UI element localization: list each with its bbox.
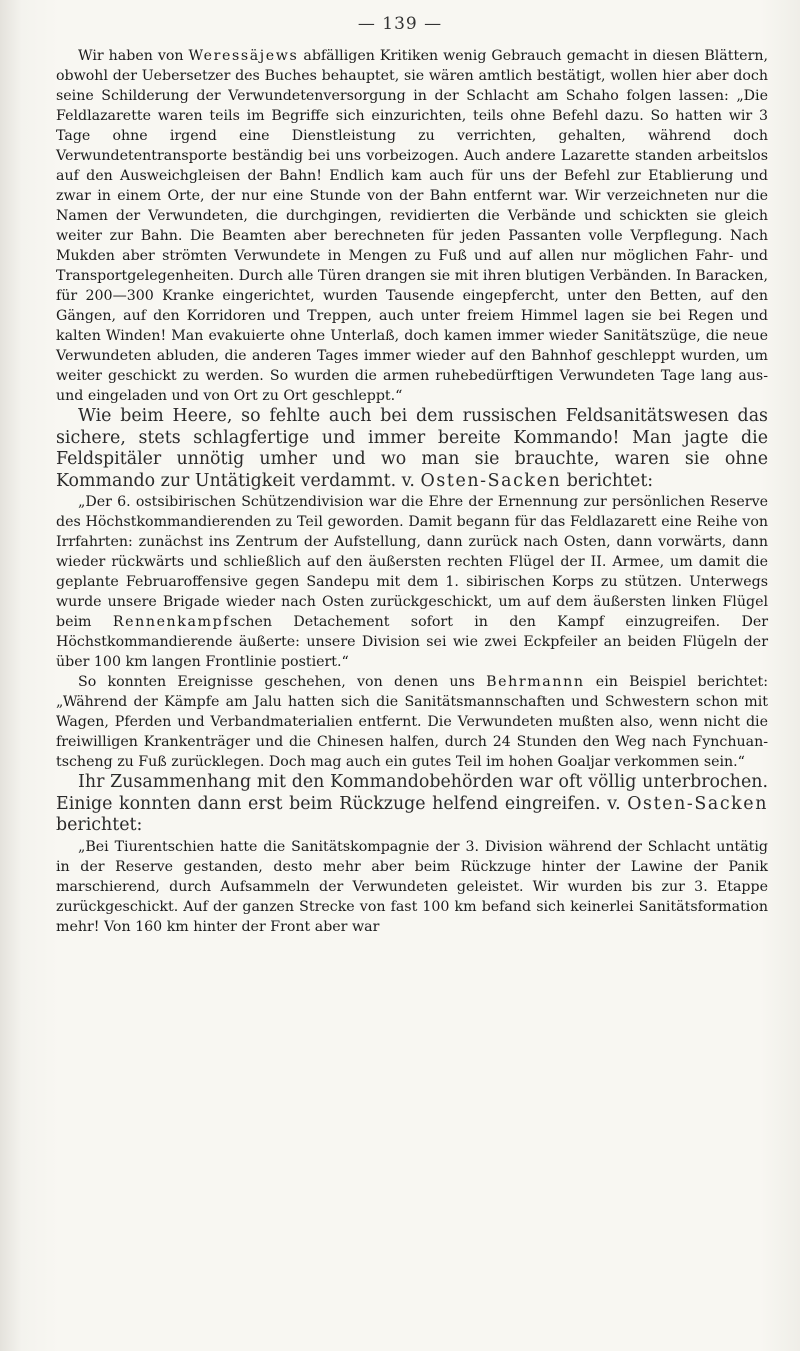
spaced-name: Rennenkampf — [112, 614, 231, 630]
body-text — [56, 46, 768, 937]
spaced-name: Osten-Sacken — [420, 470, 562, 491]
paragraph-behrmann — [56, 672, 768, 772]
text-run: ein Beispiel berichtet: „Während der Kämpfe am Jalu hatten sich die Sanitätsmannschaften und Schwestern schon mit Wagen, Pferden und Verbandmaterialien entfernt. Die Verwundeten mußten also, wenn nicht die freiwilligen Krankenträger und die Chinesen halfen, durch 24 Stunden den Weg nach Fynchuan-tscheng zu Fuß zurücklegen. Doch mag auch ein gutes Teil im hohen Goaljar verkommen sein.“ — [56, 674, 768, 770]
text-run: berichtet: — [56, 815, 143, 835]
text-run: abfälligen Kritiken wenig Gebrauch gemacht in diesen Blättern, obwohl der Uebersetzer des Buches behauptet, sie wären amtlich bestätigt, wollen hier aber doch seine Schilderung der Verwundetenversorgung in der Schlacht am Schaho folgen lassen: „Die Feldlazarette waren teils im Begriffe sich einzurichten, teils ohne Befehl dazu. So hatten wir 3 Tage ohne irgend eine Dienstleistung zu verrichten, gehalten, während doch Verwundetentransporte beständig bei uns vorbeizogen. Auch andere Lazarette standen arbeitslos auf den Ausweichgleisen der Bahn! Endlich kam auch für uns der Befehl zur Etablierung und zwar in einem Orte, der nur eine Stunde von der Bahn entfernt war. Wir verzeichneten nur die Namen der Verwundeten, die durchgingen, revidierten die Verbände und schickten sie gleich weiter zur Bahn. Die Beamten aber berechneten für jeden Passanten volle Verpflegung. Nach Mukden aber strömten Verwundete in Mengen zu Fuß und auf allen nur möglichen Fahr- und Transportgelegenheiten. Durch alle Türen drangen sie mit ihren blutigen Verbänden. In Baracken, für 200—300 Kranke eingerichtet, wurden Tausende eingepfercht, unter den Betten, auf den Gängen, auf den Korridoren und Treppen, auch unter freiem Himmel lagen sie bei Regen und kalten Winden! Man evakuierte ohne Unterlaß, doch kamen immer wieder Sanitätszüge, die neue Verwundeten abluden, die anderen Tages immer wieder auf den Bahnhof geschleppt wurden, um weiter geschickt zu werden. So wurden die armen ruhebedürftigen Verwundeten Tage lang aus- und eingeladen und von Ort zu Ort geschleppt.“ — [56, 48, 768, 404]
text-run: „Der 6. ostsibirischen Schützendivision war die Ehre der Ernennung zur persönlichen Reserve des Höchstkommandierenden zu Teil geworden. Damit begann für das Feldlazarett eine Reihe von Irrfahrten: zunächst ins Zentrum der Aufstellung, dann zurück nach Osten, dann vorwärts, dann wieder rückwärts und schließlich auf den äußersten rechten Flügel der II. Armee, um damit die geplante Februaroffensive gegen Sandepu mit dem 1. sibirischen Korps zu stützen. Unterwegs wurde unsere Brigade wieder nach Osten zurückgeschickt, um auf dem äußersten linken Flügel beim — [56, 494, 768, 630]
text-run: Wir haben von — [78, 48, 189, 64]
spaced-name: Osten-Sacken — [627, 793, 768, 814]
paragraph-kommando — [56, 406, 768, 492]
spaced-name: Weressäjews — [188, 48, 299, 64]
paragraph-6th-division — [56, 492, 768, 672]
paragraph-zusammenhang — [56, 772, 768, 837]
text-run: So konnten Ereignisse geschehen, von denen uns — [78, 674, 487, 690]
text-run: schen Detachement sofort in den Kampf einzugreifen. Der Höchstkommandierende äußerte: unsere Division sei wie zwei Eckpfeiler an beiden Flügeln der über 100 km langen Frontlinie postiert.“ — [56, 614, 769, 670]
text-run: Wie beim Heere, so fehlte auch bei dem russischen Feldsanitätswesen das sichere, stets schlagfertige und immer bereite Kommando! Man jagte die Feldspitäler unnötig umher und wo man sie brauchte, waren sie ohne Kommando zur Untätigkeit verdammt. v. — [56, 406, 768, 491]
page-number: — 139 — — [357, 14, 443, 34]
text-run: berichtet: — [561, 470, 654, 491]
text-run: „Bei Tiurentschien hatte die Sanitätskompagnie der 3. Division während der Schlacht untätig in der Reserve gestanden, desto mehr aber beim Rückzuge hinter der Lawine der Panik marschierend, durch Aufsammeln der Verwundeten geleistet. Wir wurden bis zur 3. Etappe zurückgeschickt. Auf der ganzen Strecke von fast 100 km befand sich keinerlei Sanitätsformation mehr! Von 160 km hinter der Front aber war — [56, 838, 768, 935]
spaced-name: Behrmannn — [486, 674, 585, 690]
text-run: Ihr Zusammenhang mit den Kommandobehörden war oft völlig unterbrochen. Einige konnten dann erst beim Rückzuge helfend eingreifen. v. — [56, 772, 768, 814]
paragraph-tiurentschien — [56, 837, 768, 937]
paragraph-weressajew — [56, 46, 768, 406]
